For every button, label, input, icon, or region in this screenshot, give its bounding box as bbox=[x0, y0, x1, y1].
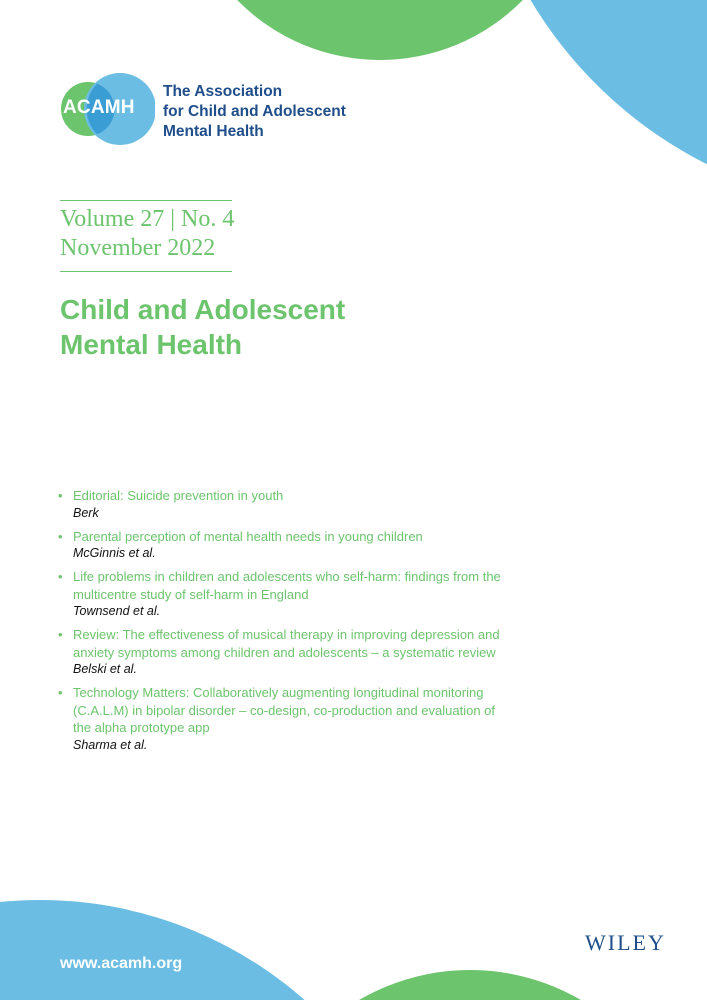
article-author: Townsend et al. bbox=[73, 604, 161, 618]
publisher-logo: WILEY bbox=[585, 930, 666, 955]
article-author: Sharma et al. bbox=[73, 737, 148, 752]
article-title: Review: The effectiveness of musical therapy in improving depression and anxiety symptoms among children and adolescents – a systematic review bbox=[73, 627, 500, 660]
article-item[interactable] bbox=[58, 528, 508, 563]
divider-bottom bbox=[60, 271, 232, 272]
bullet-icon: • bbox=[58, 488, 63, 503]
article-item[interactable] bbox=[58, 568, 508, 620]
top-blue-arc bbox=[470, 0, 707, 210]
article-title: Life problems in children and adolescents who self-harm: findings from the multicentre study of self-harm in England bbox=[73, 569, 501, 602]
bullet-icon: • bbox=[58, 569, 63, 584]
article-item[interactable] bbox=[58, 487, 508, 522]
article-item[interactable] bbox=[58, 684, 508, 754]
organization-name-line: for Child and Adolescent bbox=[163, 103, 346, 120]
bullet-icon: • bbox=[58, 685, 63, 700]
organization-name-line: Mental Health bbox=[163, 123, 264, 140]
issue-info bbox=[60, 205, 234, 263]
divider-top bbox=[60, 200, 232, 201]
organization-name-line: The Association bbox=[163, 83, 283, 100]
logo-wordmark: ACAMH bbox=[63, 97, 135, 118]
journal-title-line: Child and Adolescent bbox=[60, 294, 346, 325]
bottom-blue-arc bbox=[0, 900, 440, 1000]
journal-title-line: Mental Health bbox=[60, 329, 243, 360]
article-author: McGinnis et al. bbox=[73, 546, 156, 560]
top-green-arc bbox=[180, 0, 580, 60]
article-title: Parental perception of mental health needs in young children bbox=[73, 528, 423, 544]
journal-title bbox=[60, 292, 345, 362]
article-title: Technology Matters: Collaboratively augmenting longitudinal monitoring (C.A.L.M) in bipolar disorder – co-design, co-production and evaluation of the alpha prototype app bbox=[73, 685, 496, 735]
bottom-green-arc bbox=[250, 970, 690, 1000]
article-author: Belski et al. bbox=[73, 662, 137, 676]
bullet-icon: • bbox=[58, 528, 63, 544]
website-link[interactable]: www.acamh.org bbox=[60, 955, 183, 972]
volume-number: Volume 27 | No. 4 bbox=[60, 206, 235, 232]
issue-date: November 2022 bbox=[60, 235, 216, 261]
bullet-icon: • bbox=[58, 627, 63, 642]
table-of-contents bbox=[58, 487, 508, 760]
article-title: Editorial: Suicide prevention in youth bbox=[73, 488, 284, 503]
organization-name bbox=[163, 82, 346, 142]
article-item[interactable] bbox=[58, 626, 508, 678]
article-author: Berk bbox=[73, 505, 99, 520]
